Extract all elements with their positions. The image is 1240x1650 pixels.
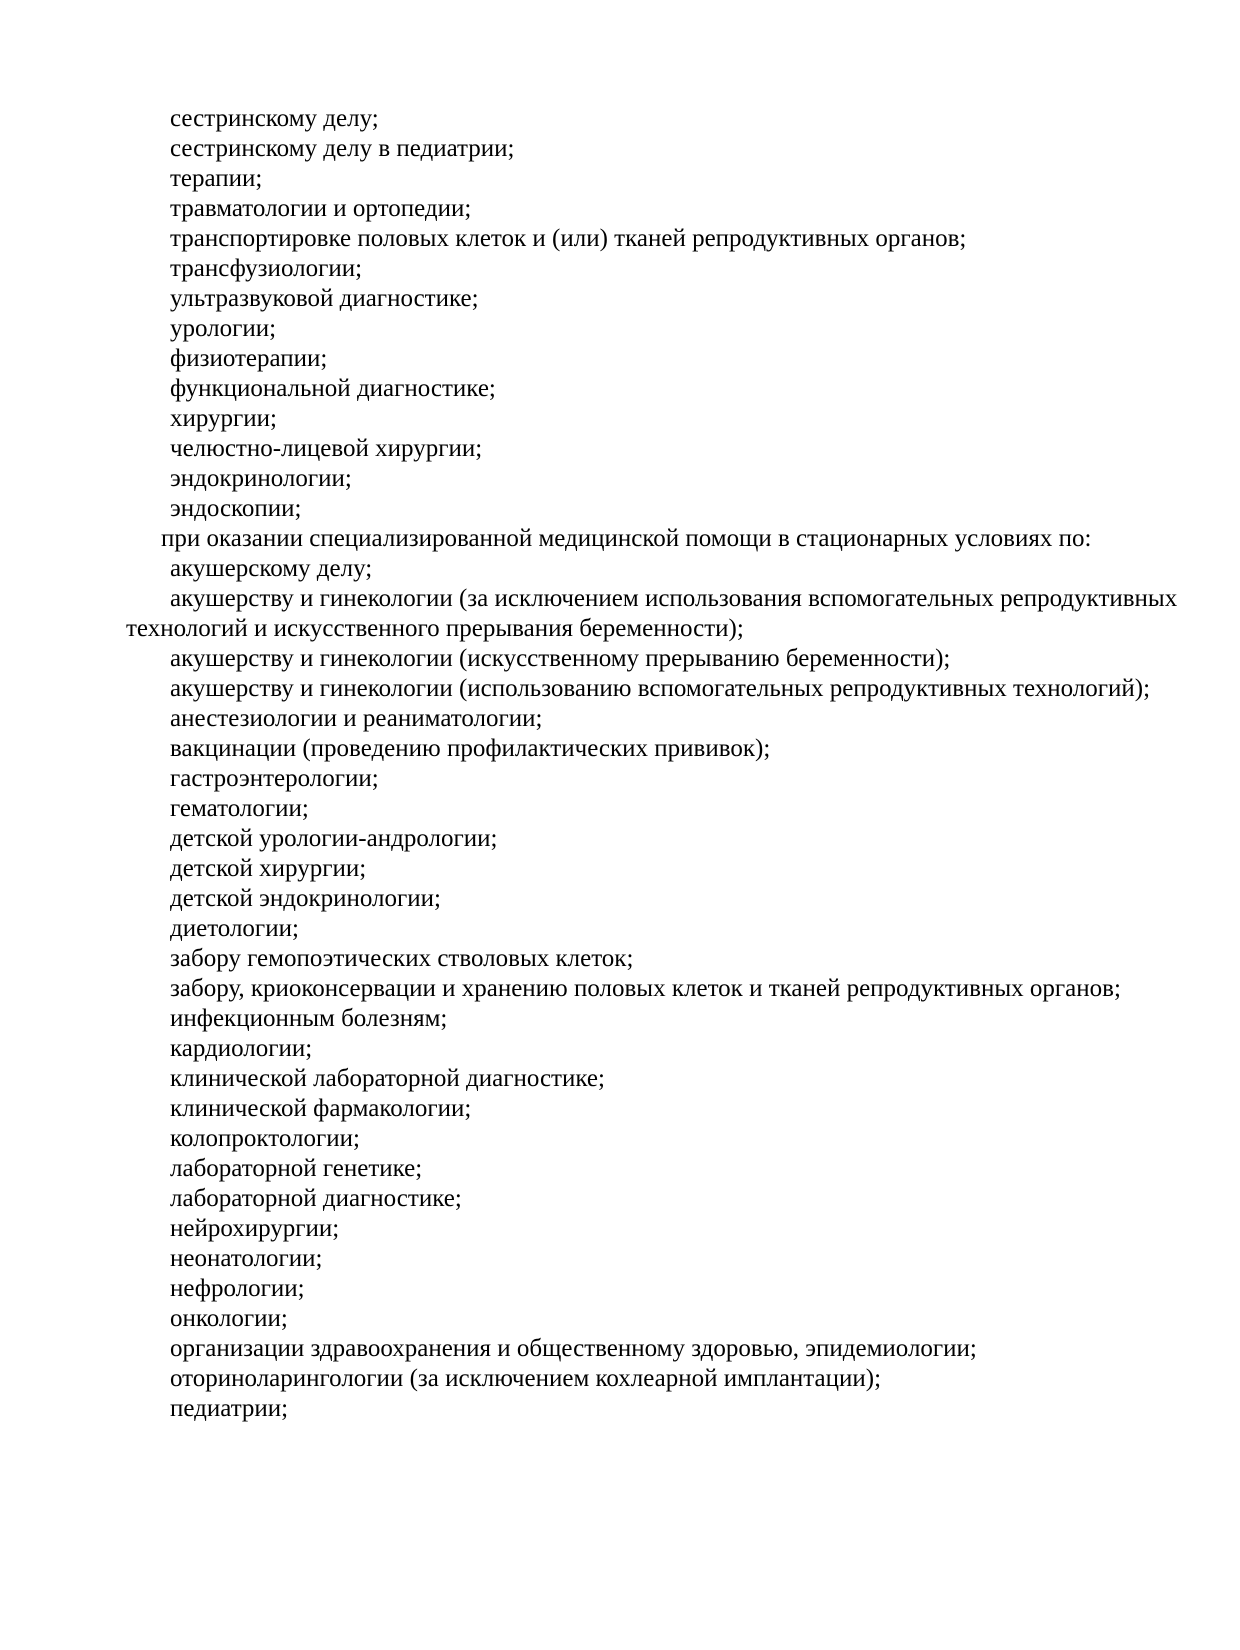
document-line: нефрологии; [170,1275,305,1302]
document-line: акушерству и гинекологии (искусственному прерыванию беременности); [170,645,951,672]
document-line: транспортировке половых клеток и (или) тканей репродуктивных органов; [170,225,967,252]
document-line: детской хирургии; [170,855,367,882]
document-line: физиотерапии; [170,345,328,372]
document-line: сестринскому делу в педиатрии; [170,135,515,162]
document-line: функциональной диагностике; [170,375,496,402]
document-line: забору, криоконсервации и хранению половых клеток и тканей репродуктивных органов; [170,975,1121,1002]
document-line: терапии; [170,165,263,192]
document-line: эндоскопии; [170,495,302,522]
document-line: трансфузиологии; [170,255,363,282]
document-line: неонатологии; [170,1245,323,1272]
document-line: акушерству и гинекологии (использованию вспомогательных репродуктивных технологий); [170,675,1151,702]
document-line: челюстно-лицевой хирургии; [170,435,483,462]
document-line: онкологии; [170,1305,288,1332]
document-line: клинической фармакологии; [170,1095,472,1122]
document-line: инфекционным болезням; [170,1005,448,1032]
document-line: организации здравоохранения и общественному здоровью, эпидемиологии; [170,1335,977,1362]
document-line: детской урологии-андрологии; [170,825,498,852]
document-line: гастроэнтерологии; [170,765,379,792]
document-line: колопроктологии; [170,1125,360,1152]
document-line: травматологии и ортопедии; [170,195,472,222]
document-line: забору гемопоэтических стволовых клеток; [170,945,634,972]
document-line: клинической лабораторной диагностике; [170,1065,605,1092]
document-line: хирургии; [170,405,278,432]
document-line: ультразвуковой диагностике; [170,285,479,312]
document-line: лабораторной диагностике; [170,1185,462,1212]
document-line: нейрохирургии; [170,1215,340,1242]
document-line: детской эндокринологии; [170,885,441,912]
document-line: вакцинации (проведению профилактических прививок); [170,735,771,762]
document-line: оториноларингологии (за исключением кохлеарной имплантации); [170,1365,882,1392]
document-line: акушерскому делу; [170,555,373,582]
document-line: анестезиологии и реаниматологии; [170,705,543,732]
document-line: урологии; [170,315,277,342]
document-line: эндокринологии; [170,465,352,492]
document-line: сестринскому делу; [170,105,379,132]
document-line: диетологии; [170,915,299,942]
document-line: лабораторной генетике; [170,1155,423,1182]
document-line: гематологии; [170,795,309,822]
document-line: акушерству и гинекологии (за исключением использования вспомогательных репродуктивных технологий и искусственного прерывания беременности); [126,585,1178,642]
document-line: при оказании специализированной медицинской помощи в стационарных условиях по: [161,525,1092,552]
document-line: кардиологии; [170,1035,313,1062]
document-body [126,104,1185,1424]
document-line: педиатрии; [170,1395,289,1422]
